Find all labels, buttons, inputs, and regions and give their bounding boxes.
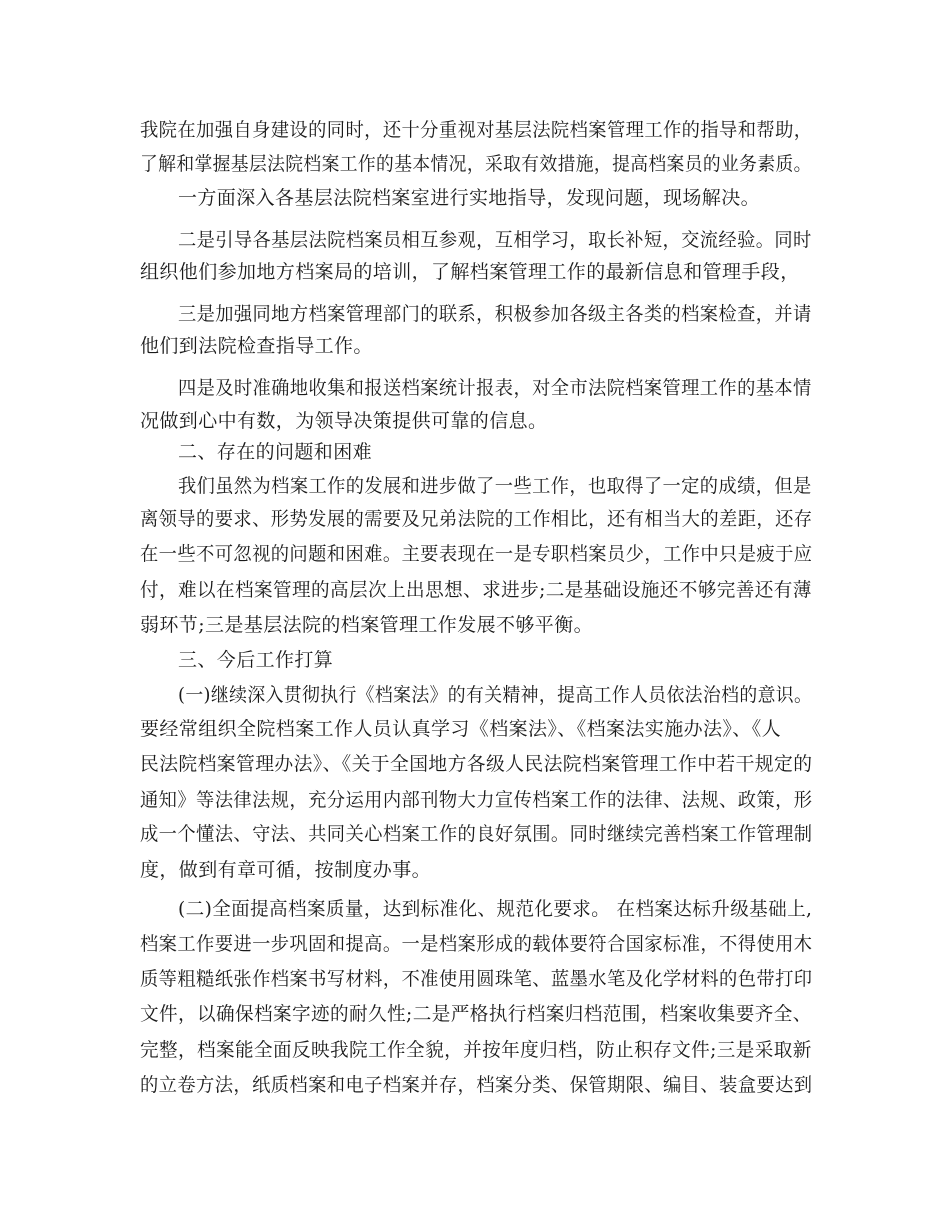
text-line: 成一个懂法、守法、共同关心档案工作的良好氛围。同时继续完善档案工作管理制 [140, 823, 813, 845]
text-line: 文件，以确保档案字迹的耐久性;二是严格执行档案归档范围，档案收集要齐全、 [140, 1003, 812, 1025]
text-line: 了解和掌握基层法院档案工作的基本情况，采取有效措施，提高档案员的业务素质。 [140, 153, 812, 175]
text-line: 况做到心中有数，为领导决策提供可靠的信息。 [140, 410, 548, 432]
text-line: 离领导的要求、形势发展的需要及兄弟法院的工作相比，还有相当大的差距，还存 [140, 508, 813, 530]
section-heading: 三、今后工作打算 [178, 649, 334, 671]
text-line: 四是及时准确地收集和报送档案统计报表，对全市法院档案管理工作的基本情 [178, 377, 812, 399]
text-line: 在一些不可忽视的问题和困难。主要表现在一是专职档案员少，工作中只是疲于应 [140, 543, 813, 565]
text-line: 我院在加强自身建设的同时，还十分重视对基层法院档案管理工作的指导和帮助， [140, 119, 813, 141]
text-line: 完整，档案能全面反映我院工作全貌，并按年度归档，防止积存文件;三是采取新 [140, 1039, 812, 1061]
text-line: 三是加强同地方档案管理部门的联系，积极参加各级主各类的档案检查，并请 [178, 303, 812, 325]
text-line: 度，做到有章可循，按制度办事。 [140, 859, 432, 881]
text-line: 通知》等法律法规，充分运用内部刊物大力宣传档案工作的法律、法规、政策，形 [140, 789, 813, 811]
text-line: 要经常组织全院档案工作人员认真学习《档案法》、《档案法实施办法》、《人 [140, 718, 782, 740]
text-line: 民法院档案管理办法》、《关于全国地方各级人民法院档案管理工作中若干规定的 [140, 753, 813, 775]
text-line: (一)继续深入贯彻执行《档案法》的有关精神，提高工作人员依法治档的意识。 [178, 684, 813, 706]
text-line: 我们虽然为档案工作的发展和进步做了一些工作，也取得了一定的成绩，但是 [178, 475, 812, 497]
text-line: 二是引导各基层法院档案员相互参观，互相学习，取长补短，交流经验。同时 [178, 229, 812, 251]
text-line: 一方面深入各基层法院档案室进行实地指导，发现问题，现场解决。 [178, 187, 761, 209]
text-line: 档案工作要进一步巩固和提高。一是档案形成的载体要符合国家标准，不得使用木 [140, 933, 813, 955]
text-line: 组织他们参加地方档案局的培训，了解档案管理工作的最新信息和管理手段， [140, 261, 800, 283]
section-heading: 二、存在的问题和困难 [178, 441, 373, 463]
text-line: (二)全面提高档案质量，达到标准化、规范化要求。 在档案达标升级基础上, [178, 898, 813, 920]
text-line: 付，难以在档案管理的高层次上出思想、求进步;二是基础设施还不够完善还有薄 [140, 579, 812, 601]
text-line: 他们到法院检查指导工作。 [140, 335, 373, 357]
text-line: 弱环节;三是基层法院的档案管理工作发展不够平衡。 [140, 614, 594, 636]
text-line: 的立卷方法，纸质档案和电子档案并存，档案分类、保管期限、编目、装盒要达到 [140, 1074, 813, 1096]
text-line: 质等粗糙纸张作档案书写材料，不准使用圆珠笔、蓝墨水笔及化学材料的色带打印 [140, 968, 813, 990]
